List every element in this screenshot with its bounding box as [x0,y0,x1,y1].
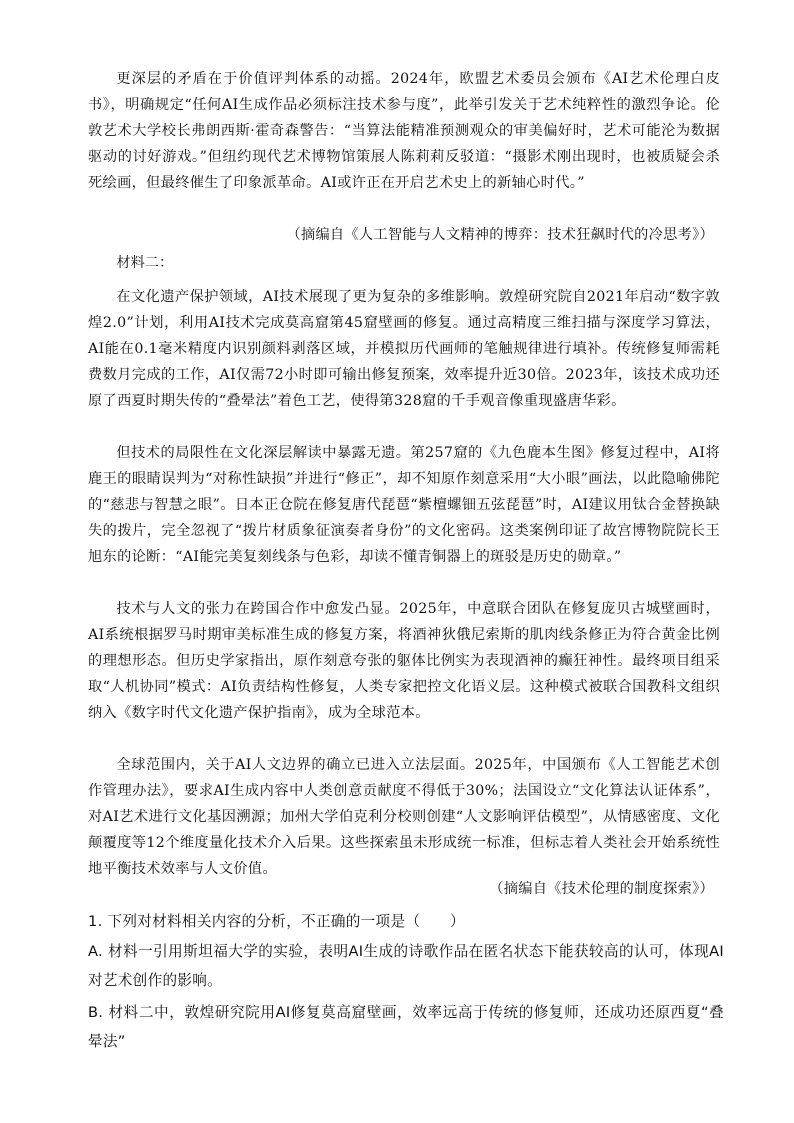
option-b: B. 材料二中，敦煌研究院用AI修复莫高窟壁画，效率远高于传统的修复师，还成功还原西夏“叠晕法” [88,1004,724,1050]
option-a: A. 材料一引用斯坦福大学的实验，表明AI生成的诗歌作品在匿名状态下能获较高的认可，体现AI对艺术创作的影响。 [88,943,724,989]
material-one-source: （摘编自《人工智能与人文精神的博弈：技术狂飙时代的冷思考》） [286,227,714,243]
material-two-paragraph-3: 技术与人文的张力在跨国合作中愈发凸显。2025年，中意联合团队在修复庞贝古城壁画时，AI系统根据罗马时期审美标准生成的修复方案，将酒神狄俄尼索斯的肌肉线条修正为符合黄金比例的理想形态。但历史学家指出，原作刻意夸张的躯体比例实为表现酒神的癫狂神性。最终项目组采取“人机协同”模式：AI负责结构性修复，人类专家把控文化语义层。这种模式被联合国教科文组织纳入《数字时代文化遗产保护指南》，成为全球范本。 [88,601,720,721]
material-one-paragraph: 更深层的矛盾在于价值评判体系的动摇。2024年，欧盟艺术委员会颁布《AI艺术伦理白皮书》，明确规定“任何AI生成作品必须标注技术参与度”，此举引发关于艺术纯粹性的激烈争论。伦敦艺术大学校长弗朗西斯·霍奇森警告：“当算法能精准预测观众的审美偏好时，艺术可能沦为数据驱动的讨好游戏。”但纽约现代艺术博物馆策展人陈莉莉反驳道：“摄影术刚出现时，也被质疑会杀死绘画，但最终催生了印象派革命。AI或许正在开启艺术史上的新轴心时代。” [88,71,720,191]
material-two-paragraph-4: 全球范围内，关于AI人文边界的确立已进入立法层面。2025年，中国颁布《人工智能艺术创作管理办法》，要求AI生成内容中人类创意贡献度不得低于30%；法国设立“文化算法认证体系”，对AI艺术进行文化基因溯源；加州大学伯克利分校则创建“人文影响评估模型”，从情感密度、文化颠覆度等12个维度量化技术介入后果。这些探索虽未形成统一标准，但标志着人类社会开始系统性地平衡技术效率与人文价值。 [88,757,720,877]
material-two-source: （摘编自《技术伦理的制度探索》） [489,881,714,897]
material-two-label: 材料二： [116,255,174,271]
question-stem: 1. 下列对材料相关内容的分析，不正确的一项是（ ） [88,913,465,930]
material-two-paragraph-1: 在文化遗产保护领域，AI技术展现了更为复杂的多维影响。敦煌研究院自2021年启动“数字敦煌2.0”计划，利用AI技术完成莫高窟第45窟壁画的修复。通过高精度三维扫描与深度学习算法，AI能在0.1毫米精度内识别颜料剥落区域，并模拟历代画师的笔触规律进行填补。传统修复师需耗费数月完成的工作，AI仅需72小时即可输出修复预案，效率提升近30倍。2023年，该技术成功还原了西夏时期失传的“叠晕法”着色工艺，使得第328窟的千手观音像重现盛唐华彩。 [88,289,720,409]
material-two-paragraph-2: 但技术的局限性在文化深层解读中暴露无遗。第257窟的《九色鹿本生图》修复过程中，AI将鹿王的眼睛误判为“对称性缺损”并进行“修正”，却不知原作刻意采用“大小眼”画法，以此隐喻佛陀的“慈悲与智慧之眼”。日本正仓院在修复唐代琵琶“紫檀螺钿五弦琵琶”时，AI建议用钛合金替换缺失的拨片，完全忽视了“拨片材质象征演奏者身份”的文化密码。这类案例印证了故宫博物院院长王旭东的论断：“AI能完美复刻线条与色彩，却读不懂青铜器上的斑驳是历史的勋章。” [88,445,720,565]
